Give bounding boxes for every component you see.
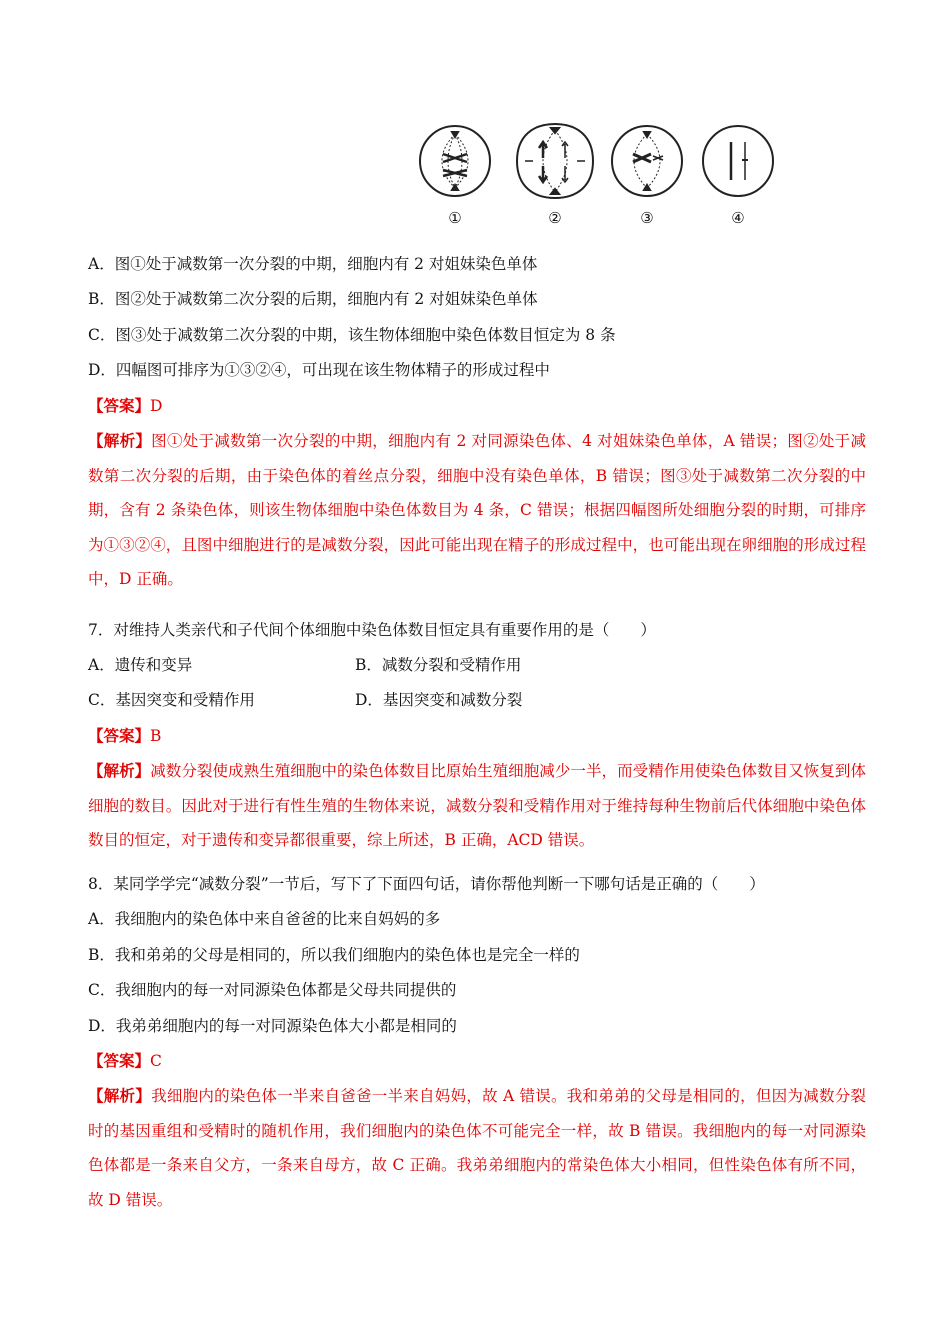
q7-option-d: D．基因突变和减数分裂: [355, 691, 523, 709]
analysis-text: 我细胞内的染色体一半来自爸爸一半来自妈妈，故 A 错误。我和弟弟的父母是相同的，但因为减数分裂时的基因重组和受精时的随机作用，我们细胞内的染色体不可能完全一样，故 B 错误。我细胞内的每一对同源染色体都是一条来自父方，一条来自母方，故 C 正确。我弟弟细胞内的常染色体大小相同，但性染色体有所不同，故 D 错误。: [88, 1087, 866, 1209]
q7-answer: [88, 726, 161, 746]
q8-stem: 8．某同学学完“减数分裂”一节后，写下了下面四句话，请你帮他判断一下哪句话是正确的（ ）: [88, 875, 765, 893]
figure-label-2: ②: [548, 209, 562, 227]
q7-analysis: [88, 754, 866, 858]
figure-label-3: ③: [640, 209, 654, 227]
cell-division-figure: [415, 118, 785, 230]
analysis-text: 图①处于减数第一次分裂的中期，细胞内有 2 对同源染色体、4 对姐妹染色单体，A 错误；图②处于减数第二次分裂的后期，由于染色体的着丝点分裂，细胞中没有染色单体，B 错误；图③处于减数第二次分裂的中期，含有 2 条染色体，则该生物体细胞中染色体数目为 4 条，C 错误；根据四幅图所处细胞分裂的时期，可排序为①③②④，且图中细胞进行的是减数分裂，因此可能出现在精子的形成过程中，也可能出现在卵细胞的形成过程中，D 正确。: [88, 432, 866, 588]
q6-option-a: A．图①处于减数第一次分裂的中期，细胞内有 2 对姐妹染色单体: [88, 255, 538, 273]
cell-3-diagram: [612, 126, 682, 196]
figure-label-1: ①: [448, 209, 462, 227]
answer-value: B: [150, 727, 162, 745]
q8-answer: [88, 1051, 162, 1071]
cell-4-diagram: [703, 126, 773, 196]
q7-option-a: A．遗传和变异: [88, 656, 193, 674]
q8-option-b: B．我和弟弟的父母是相同的，所以我们细胞内的染色体也是完全一样的: [88, 946, 580, 964]
q8-option-a: A．我细胞内的染色体中来自爸爸的比来自妈妈的多: [88, 910, 441, 928]
figure-label-4: ④: [731, 209, 745, 227]
q6-option-d: D．四幅图可排序为①③②④，可出现在该生物体精子的形成过程中: [88, 361, 550, 379]
q6-option-b: B．图②处于减数第二次分裂的后期，细胞内有 2 对姐妹染色单体: [88, 290, 538, 308]
q6-answer: [88, 396, 162, 416]
q6-analysis: [88, 424, 866, 597]
q6-option-c: C．图③处于减数第二次分裂的中期，该生物体细胞中染色体数目恒定为 8 条: [88, 326, 616, 344]
answer-value: D: [150, 397, 163, 415]
analysis-tag: 【解析】: [88, 761, 151, 780]
analysis-tag: 【解析】: [88, 1086, 152, 1105]
q8-option-d: D．我弟弟细胞内的每一对同源染色体大小都是相同的: [88, 1017, 457, 1035]
cell-1-diagram: [420, 126, 490, 196]
answer-tag: 【答案】: [88, 1051, 151, 1070]
answer-value: C: [150, 1052, 162, 1070]
q8-analysis: [88, 1079, 866, 1217]
q7-option-b: B．减数分裂和受精作用: [355, 656, 522, 674]
analysis-tag: 【解析】: [88, 431, 152, 450]
q8-option-c: C．我细胞内的每一对同源染色体都是父母共同提供的: [88, 981, 457, 999]
q7-options-row-2: [88, 690, 866, 710]
q7-option-c: C．基因突变和受精作用: [88, 691, 255, 709]
answer-tag: 【答案】: [88, 396, 151, 415]
q7-options-row-1: [88, 655, 866, 675]
analysis-text: 减数分裂使成熟生殖细胞中的染色体数目比原始生殖细胞减少一半，而受精作用使染色体数目又恢复到体细胞的数目。因此对于进行有性生殖的生物体来说，减数分裂和受精作用对于维持每种生物前后代体细胞中染色体数目的恒定，对于遗传和变异都很重要，综上所述，B 正确，ACD 错误。: [88, 762, 866, 849]
answer-tag: 【答案】: [88, 726, 151, 745]
q7-stem: 7．对维持人类亲代和子代间个体细胞中染色体数目恒定具有重要作用的是（ ）: [88, 621, 656, 639]
cell-2-diagram: [517, 124, 593, 198]
